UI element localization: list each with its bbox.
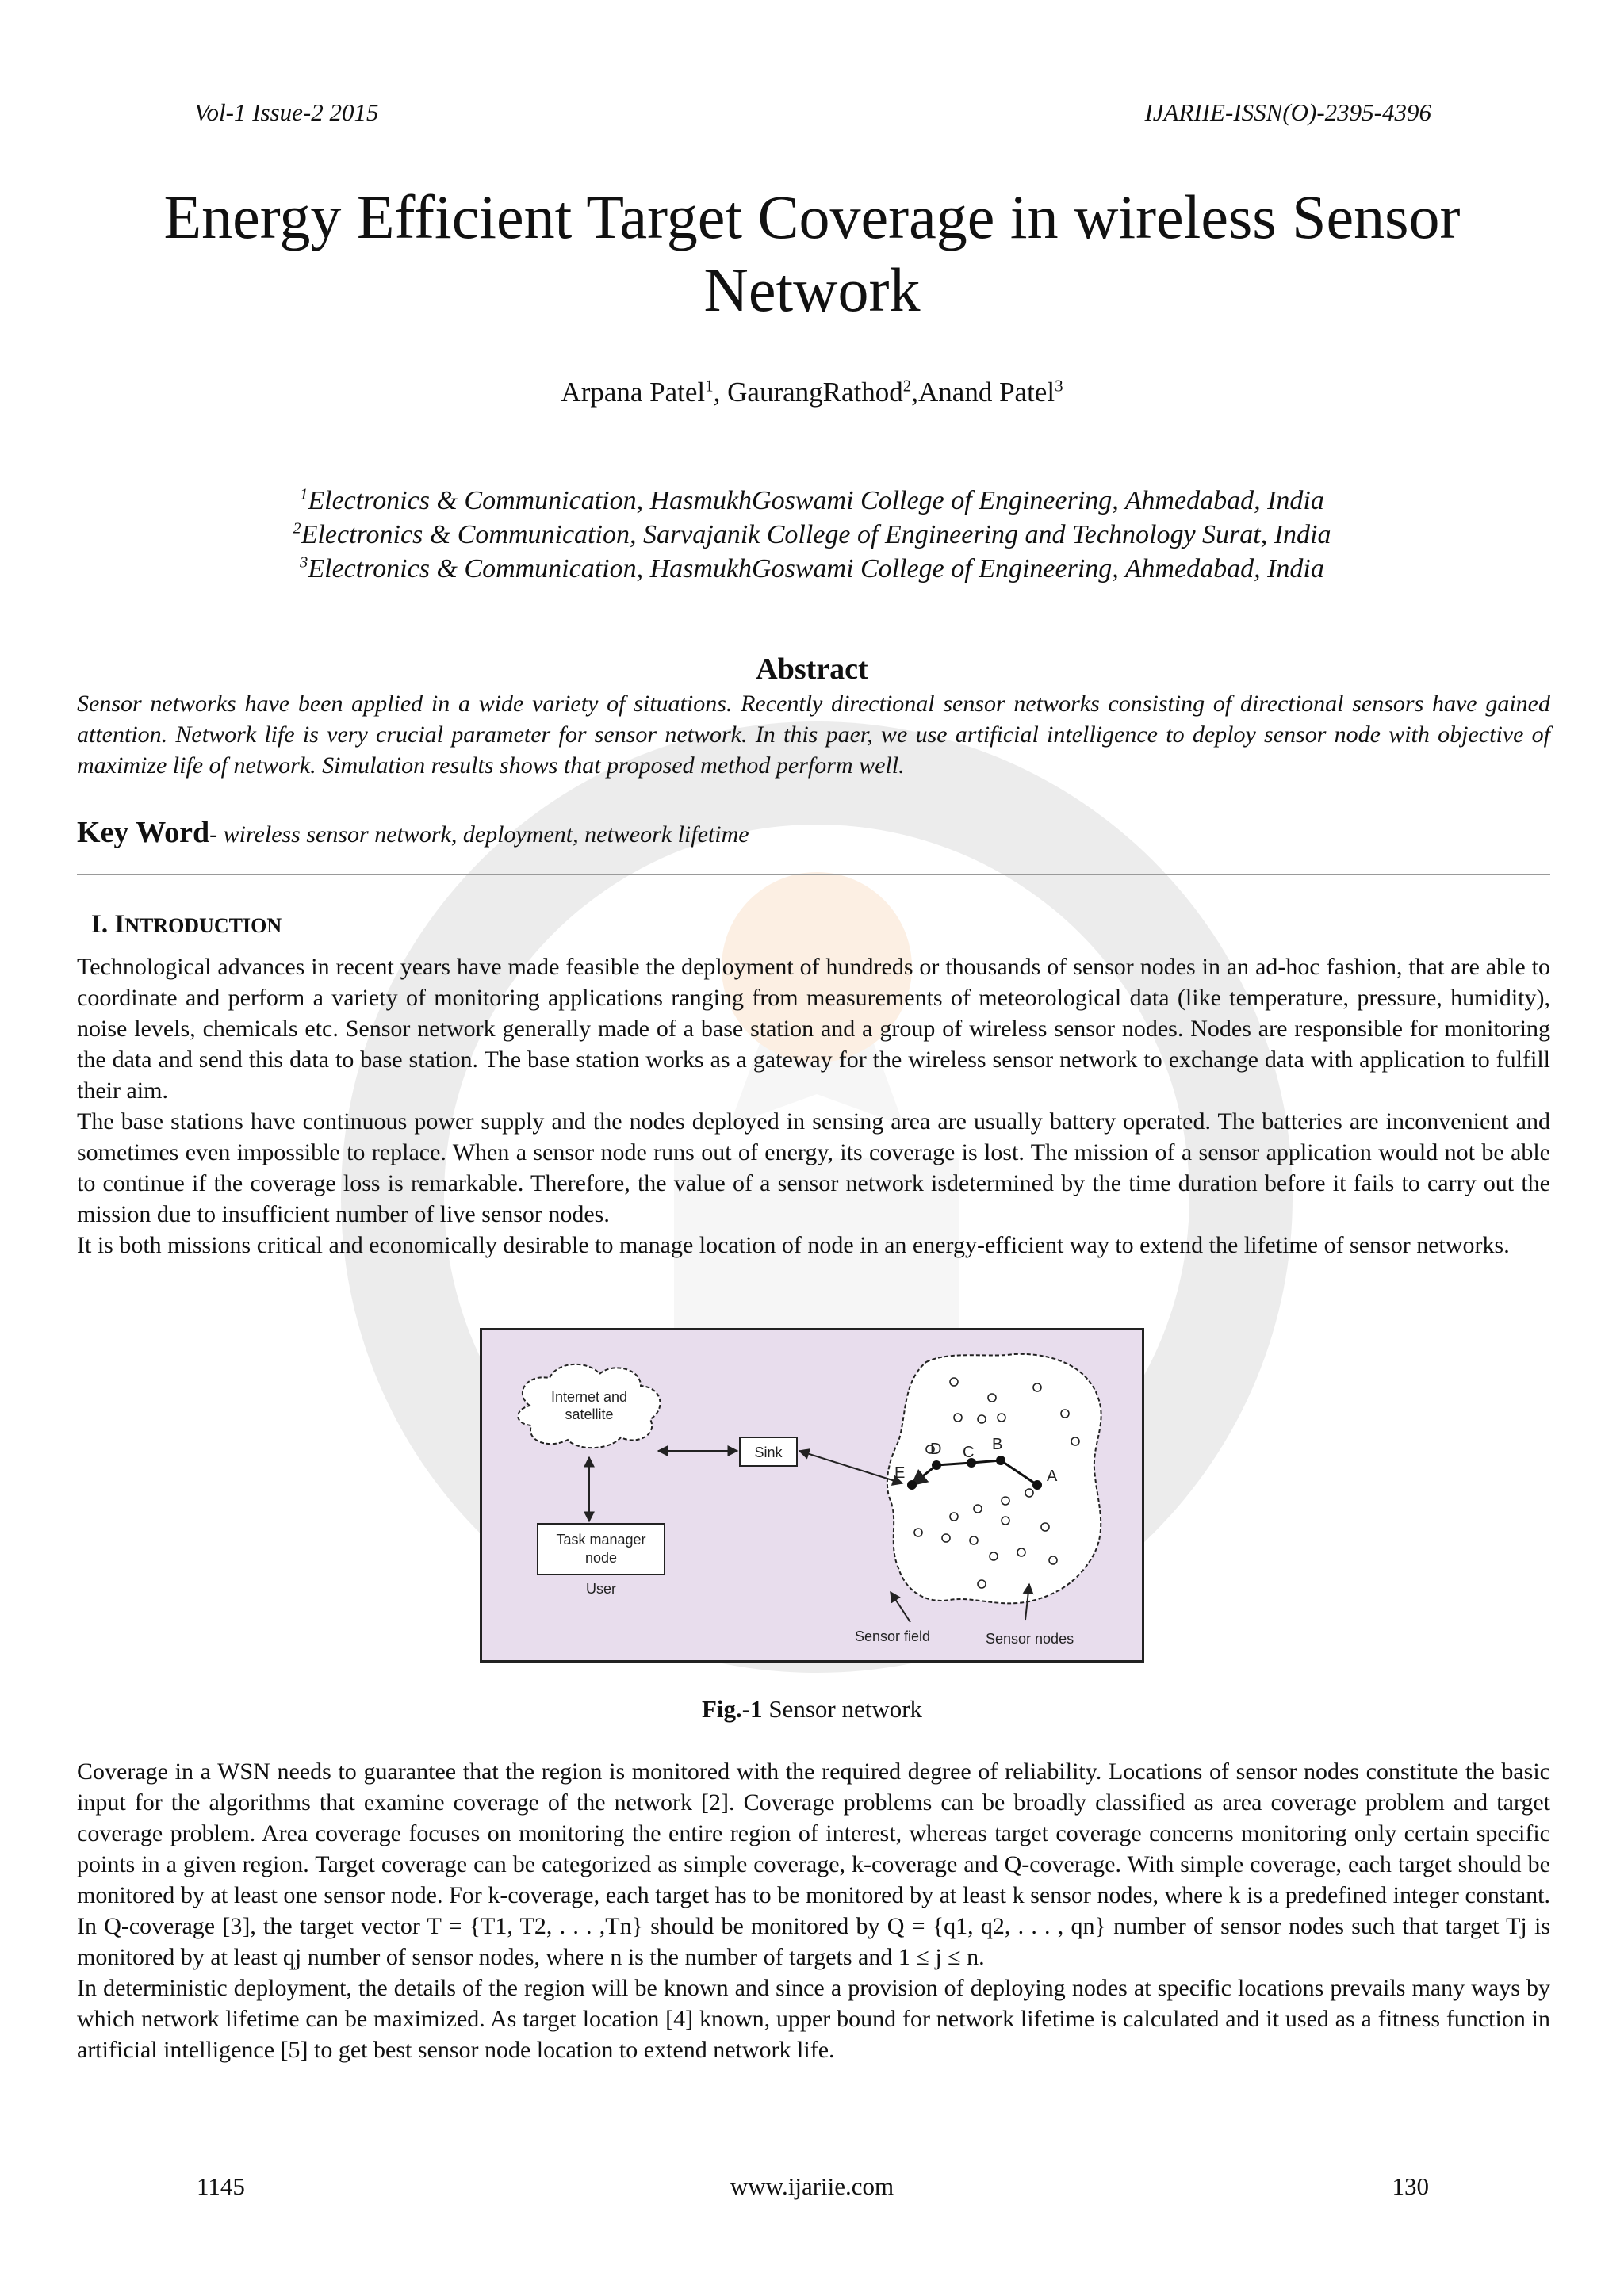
author-separator: , <box>911 377 919 408</box>
affiliation-sup: 3 <box>300 553 308 572</box>
title-line-1: Energy Efficient Target Coverage in wireless Sensor <box>163 182 1461 251</box>
affiliation-line <box>0 552 1624 586</box>
author-sup: 3 <box>1055 376 1063 396</box>
introduction-body <box>77 951 1550 1261</box>
sink-field-link <box>799 1451 902 1483</box>
section-title-initial: I <box>114 910 125 939</box>
affiliation-text: Electronics & Communication, HasmukhGoswami College of Engineering, Ahmedabad, India <box>308 554 1324 584</box>
keywords-text: - wireless sensor network, deployment, netweork lifetime <box>209 821 749 848</box>
sensor-field-pointer <box>891 1592 910 1622</box>
author-sup: 1 <box>705 376 714 396</box>
sink-label: Sink <box>754 1445 783 1460</box>
node-label-b: B <box>992 1436 1003 1453</box>
figure-caption <box>0 1695 1624 1724</box>
footer-website: www.ijariie.com <box>730 2172 894 2200</box>
paper-title <box>79 181 1545 327</box>
affiliation-sup: 2 <box>293 519 301 538</box>
author-name: Arpana Patel <box>561 377 706 408</box>
node-label-e: E <box>894 1464 906 1482</box>
task-manager-label-line-2: node <box>584 1550 618 1566</box>
paragraph: In deterministic deployment, the details of the region will be known and since a provision of deploying nodes at specific locations prevails many ways by which network lifetime can be maximized. As target location [4] known, upper bound for network lifetime is calculated and it used as a fitness function in artificial intelligence [5] to get best sensor node location to extend network life. <box>77 1975 1550 2063</box>
abstract-body: Sensor networks have been applied in a wide variety of situations. Recently directional sensor networks consisting of directional sensors have gained attention. Network life is very crucial parameter for sensor network. In this paer, we use artificial intelligence to deploy sensor node with objective of maximize life of network. Simulation results shows that proposed method perform well. <box>77 691 1550 779</box>
coverage-body <box>77 1756 1550 2065</box>
affiliation-sup: 1 <box>300 485 308 503</box>
paragraph: It is both missions critical and economically desirable to manage location of node in an energy-efficient way to extend the lifetime of sensor networks. <box>77 1232 1510 1258</box>
abstract-heading: Abstract <box>756 652 868 686</box>
paragraph: Technological advances in recent years have made feasible the deployment of hundreds or thousands of sensor nodes in an ad-hoc fashion, that are able to coordinate and perform a variety of monitoring applications ranging from measurements of meteorological data (like temperature, pressure, humidity), noise levels, chemicals etc. Sensor network generally made of a base station and a group of wireless sensor nodes. Nodes are responsible for monitoring the data and send this data to base station. The base station works as a gateway for the wireless sensor network to exchange data with application to fulfill their aim. <box>77 954 1550 1104</box>
caption-text: Sensor network <box>762 1695 923 1723</box>
affiliation-line <box>0 518 1624 552</box>
keywords <box>77 815 749 850</box>
node-label-a: A <box>1047 1468 1058 1485</box>
affiliation-line <box>0 484 1624 518</box>
figure-sensor-network <box>480 1328 1144 1663</box>
author-list <box>0 377 1624 408</box>
running-header-right: IJARIIE-ISSN(O)-2395-4396 <box>1144 98 1431 126</box>
author-sup: 2 <box>902 376 912 396</box>
task-manager-label-line-1: Task manager <box>556 1532 646 1548</box>
section-title-rest: NTRODUCTION <box>124 914 282 937</box>
footer-page-number: 130 <box>1392 2172 1429 2200</box>
title-line-2: Network <box>703 255 921 324</box>
author-name: Anand Patel <box>918 377 1055 408</box>
footer-left: 1145 <box>197 2172 245 2200</box>
cloud-label-line-1: Internet and <box>550 1389 628 1405</box>
user-label: User <box>585 1581 617 1597</box>
paragraph: Coverage in a WSN needs to guarantee that the region is monitored with the required degree of reliability. Locations of sensor nodes constitute the basic input for the algorithms that examine coverage of the network [2]. Coverage problems can be broadly classified as area coverage problem and target coverage problem. Area coverage focuses on monitoring the entire region of interest, whereas target coverage concerns monitoring only certain specific points in a given region. Target coverage can be categorized as simple coverage, k-coverage and Q-coverage. With simple coverage, each target should be monitored by at least one sensor node. For k-coverage, each target has to be monitored by at least k sensor nodes, where k is a predefined integer constant. In Q-coverage [3], the target vector T = {T1, T2, . . . ,Tn} should be monitored by Q = {q1, q2, . . . , qn} number of sensor nodes such that target Tj is monitored by at least qj number of sensor nodes, where n is the number of targets and 1 ≤ j ≤ n. <box>77 1758 1550 1970</box>
section-heading-introduction <box>91 910 282 939</box>
author-name: GaurangRathod <box>727 377 903 408</box>
paragraph: The base stations have continuous power supply and the nodes deployed in sensing area are usually battery operated. The batteries are inconvenient and sometimes even impossible to replace. When a sensor node runs out of energy, its coverage is lost. The mission of a sensor application would not be able to continue if the coverage loss is remarkable. Therefore, the value of a sensor network isdetermined by the time duration before it fails to carry out the mission due to insufficient number of live sensor nodes. <box>77 1108 1550 1227</box>
affiliation-list <box>0 484 1624 586</box>
node-label-d: D <box>930 1441 942 1458</box>
affiliation-text: Electronics & Communication, Sarvajanik College of Engineering and Technology Surat, India <box>301 520 1331 549</box>
sensor-field-label: Sensor field <box>855 1628 931 1644</box>
caption-label: Fig.-1 <box>701 1695 763 1723</box>
section-number: I. <box>91 910 115 939</box>
keywords-label: Key Word <box>77 816 210 849</box>
node-label-c: C <box>963 1444 975 1461</box>
affiliation-text: Electronics & Communication, HasmukhGoswami College of Engineering, Ahmedabad, India <box>308 486 1324 515</box>
section-divider <box>77 874 1550 875</box>
cloud-label-line-2: satellite <box>565 1406 614 1422</box>
author-separator: , <box>713 377 728 408</box>
sensor-nodes-label: Sensor nodes <box>986 1631 1074 1647</box>
running-header-left: Vol-1 Issue-2 2015 <box>194 98 379 126</box>
